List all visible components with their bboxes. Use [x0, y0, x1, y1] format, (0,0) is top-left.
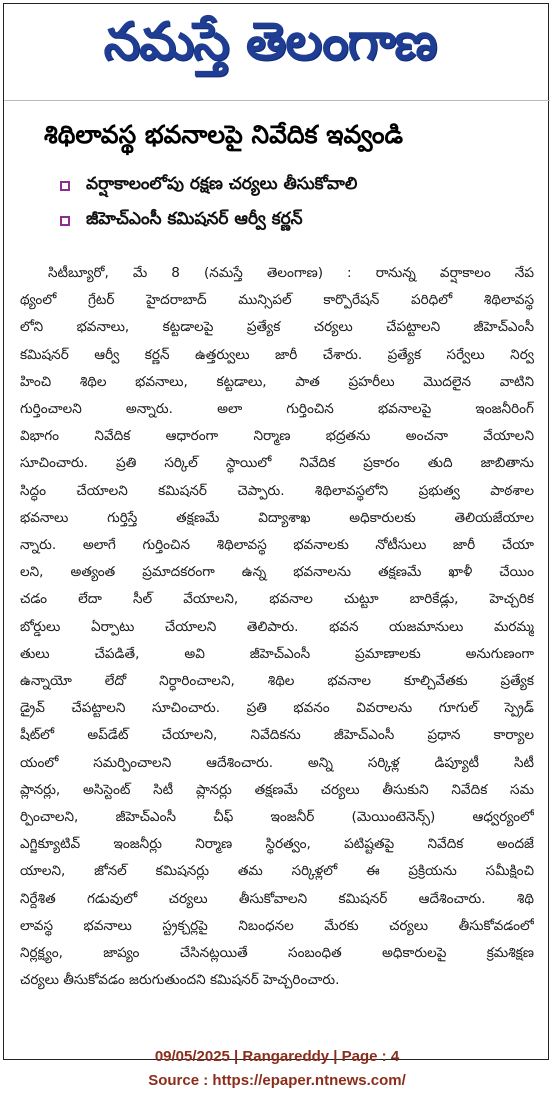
article-body-line: సూచించారు. ప్రతి సర్కిల్ స్థాయిలో నివేదిక ప్రకారం తుది జాబితాను: [20, 455, 534, 472]
square-bullet-icon: [60, 181, 70, 191]
deck-line-2: [60, 209, 530, 233]
article-body-line: లోని భవనాలు, కట్టడాలపై ప్రత్యేక చర్యలు చేపట్టాలని జీహెచ్ఎంసీ: [20, 319, 534, 336]
article-body-line: డ్రైవ్ చేపట్టాలని సూచించారు. ప్రతి భవనం వివరాలను గూగుల్ స్ప్రెడ్: [20, 700, 534, 717]
deck-text-1: వర్షాకాలంలోపు రక్షణ చర్యలు తీసుకోవాలి: [86, 174, 358, 194]
article-body-line: న్నారు. అలాగే గుర్తించిన శిథిలావస్థ భవనాలకు నోటీసులు జారీ చేయా: [20, 537, 534, 554]
article-body-line: సిద్ధం చేయాలని కమిషనర్ చెప్పారు. శిథిలావస్థలోని ప్రభుత్వ పాఠశాల: [20, 482, 534, 499]
article-body-line: చడం లేదా సీల్ వేయాలని, భవనాల చుట్టూ బారికేడ్లు, హెచ్చరిక: [20, 591, 534, 608]
footer-date-line: 09/05/2025 | Rangareddy | Page : 4: [154, 1048, 400, 1065]
article-body-line: లని, అత్యంత ప్రమాదకరంగా ఉన్న భవనాలను తక్షణమే ఖాళీ చేయిం: [20, 564, 534, 581]
article-body-line: ప్లానర్లు, అసిస్టెంట్ సిటీ ప్లానర్లు తక్షణమే చర్యలు తీసుకుని నివేదిక సమ: [20, 781, 534, 798]
masthead-logo: నమస్తే తెలంగాణ: [103, 11, 437, 72]
article-body-line: తులు చేపడితే, అవి జీహెచ్ఎంసీ ప్రమాణాలకు అనుగుణంగా: [20, 645, 534, 662]
deck-text-2: జీహెచ్ఎంసీ కమిషనర్ ఆర్వీ కర్ణన్: [86, 209, 303, 229]
article-body-line: చర్యలు తీసుకోవడం జరుగుతుందని కమిషనర్ హెచ్చరించారు.: [20, 972, 340, 989]
article-body-line: కమిషనర్ ఆర్వీ కర్ణన్ ఉత్తర్వులు జారీ చేశారు. ప్రత్యేక సర్వేలు నిర్వ: [20, 346, 534, 363]
article-body-line: నిర్లక్ష్యం, జాప్యం చేసినట్లయితే సంబంధిత అధికారులపై క్రమశిక్షణ: [20, 945, 534, 962]
article-body-line: సిటీబ్యూరో, మే 8 (నమస్తే తెలంగాణ) : రానున్న వర్షాకాలం నేప: [48, 265, 534, 281]
article-body-line: లావస్థ భవనాలు స్ట్రక్చర్లపై నిబంధనల మేరకు చర్యలు తీసుకోవడంలో: [20, 917, 534, 934]
article-body-line: భవనాలు గుర్తిస్తే తక్షణమే విద్యాశాఖ అధికారులకు తెలియజేయాల: [20, 509, 534, 526]
article-body-line: షీట్‌లో అప్‌డేట్ చేయాలని, నివేదికను జీహెచ్ఎంసీ ప్రధాన కార్యాల: [20, 727, 534, 744]
article-body-line: హించి శిథిల భవనాలు, కట్టడాలు, పాత ప్రహరీలు మొదలైన వాటిని: [20, 373, 534, 390]
article-body-line: నిర్దేశిత గడువులో చర్యలు తీసుకోవాలని కమిషనర్ ఆదేశించారు. శిథి: [20, 890, 534, 907]
article-body-line: ఎగ్జిక్యూటివ్ ఇంజనీర్లు నిర్మాణ స్థిరత్వం, పటిష్టతపై నివేదిక అందజే: [20, 836, 534, 853]
article-body-line: ర్పించాలని, జీహెచ్ఎంసీ చీఫ్ ఇంజనీర్ (మెయింటెనెన్స్) ఆధ్వర్యంలో: [20, 809, 534, 826]
article-body: [20, 260, 534, 994]
masthead-divider: [4, 100, 550, 101]
article-body-line: గుర్తించాలని అన్నారు. అలా గుర్తించిన భవనాలపై ఇంజనీరింగ్: [20, 401, 534, 418]
square-bullet-icon: [60, 216, 70, 226]
footer-source-line: Source : https://epaper.ntnews.com/: [148, 1072, 406, 1089]
article-body-line: ఉన్నాయో లేదో నిర్ధారించాలని, శిథిల భవనాల కూల్చివేతకు ప్రత్యేక: [20, 673, 534, 690]
article-body-line: బోర్డులు ఏర్పాటు చేయాలని తెలిపారు. భవన యజమానులు మరమ్మ: [20, 618, 534, 635]
article-headline: శిథిలావస్థ భవనాలపై నివేదిక ఇవ్వండి: [44, 120, 404, 149]
article-body-line: యంలో సమర్పించాలని ఆదేశించారు. అన్ని సర్కిళ్ల డిప్యూటీ సిటీ: [20, 754, 534, 771]
article-body-line: యాలని, జోనల్ కమిషనర్లు తమ సర్కిళ్లలో ఈ ప్రక్రియను సమీక్షించి: [20, 863, 534, 880]
article-body-line: విభాగం నివేదిక ఆధారంగా నిర్మాణ భద్రతను అంచనా వేయాలని: [20, 428, 534, 445]
article-body-line: థ్యంలో గ్రేటర్ హైదరాబాద్ మున్సిపల్ కార్పొరేషన్ పరిధిలో శిథిలావస్థ: [20, 292, 534, 309]
deck-line-1: [60, 174, 530, 198]
